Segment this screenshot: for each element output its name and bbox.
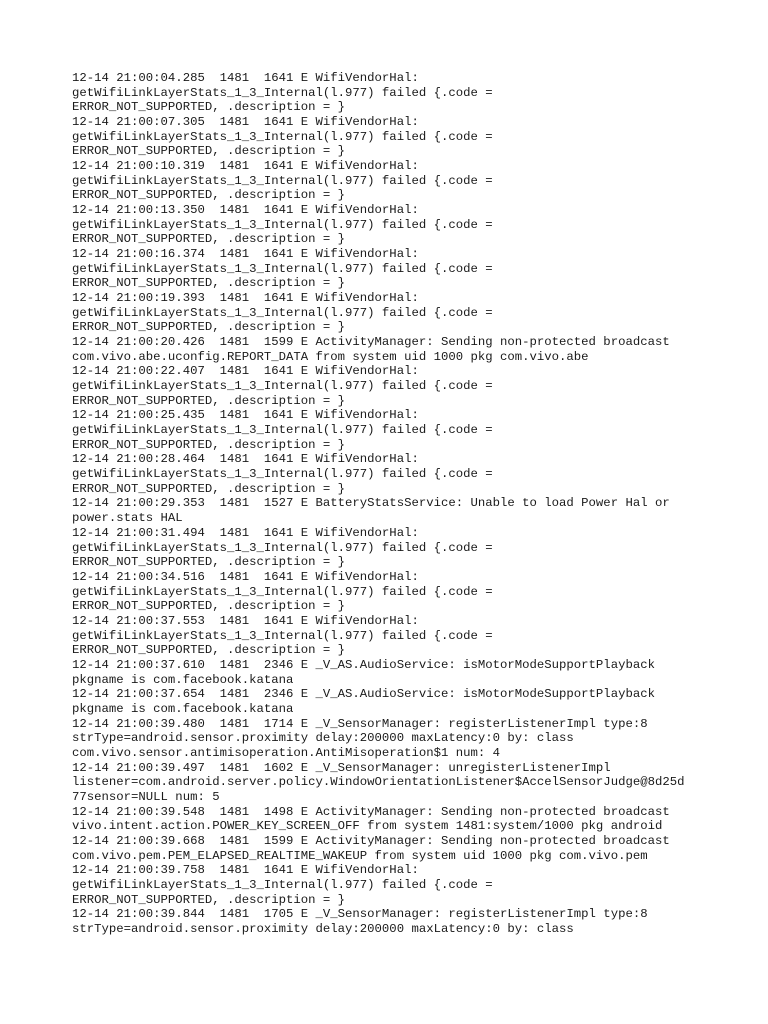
- log-line: getWifiLinkLayerStats_1_3_Internal(l.977) failed {.code =: [72, 85, 493, 100]
- log-line: 12-14 21:00:37.654 1481 2346 E _V_AS.AudioService: isMotorModeSupportPlayback: [72, 687, 655, 702]
- log-line: ERROR_NOT_SUPPORTED, .description = }: [72, 100, 346, 115]
- log-line: power.stats HAL: [72, 511, 183, 526]
- log-line: ERROR_NOT_SUPPORTED, .description = }: [72, 643, 346, 658]
- log-line: getWifiLinkLayerStats_1_3_Internal(l.977) failed {.code =: [72, 173, 493, 188]
- log-line: pkgname is com.facebook.katana: [72, 672, 294, 687]
- log-line: pkgname is com.facebook.katana: [72, 701, 294, 716]
- log-line: 12-14 21:00:20.426 1481 1599 E ActivityManager: Sending non-protected broadcast: [72, 335, 670, 350]
- log-line: ERROR_NOT_SUPPORTED, .description = }: [72, 481, 346, 496]
- log-line: 12-14 21:00:39.480 1481 1714 E _V_SensorManager: registerListenerImpl type:8: [72, 716, 648, 731]
- log-line: 12-14 21:00:39.548 1481 1498 E ActivityManager: Sending non-protected broadcast: [72, 804, 670, 819]
- log-line: 12-14 21:00:34.516 1481 1641 E WifiVendorHal:: [72, 569, 419, 584]
- log-line: ERROR_NOT_SUPPORTED, .description = }: [72, 320, 346, 335]
- log-line: vivo.intent.action.POWER_KEY_SCREEN_OFF from system 1481:system/1000 pkg android: [72, 819, 663, 834]
- log-line: 12-14 21:00:39.668 1481 1599 E ActivityManager: Sending non-protected broadcast: [72, 833, 670, 848]
- log-line: 77sensor=NULL num: 5: [72, 789, 220, 804]
- log-line: 12-14 21:00:39.497 1481 1602 E _V_SensorManager: unregisterListenerImpl: [72, 760, 611, 775]
- log-line: 12-14 21:00:13.350 1481 1641 E WifiVendorHal:: [72, 203, 419, 218]
- log-text-block: [72, 71, 712, 937]
- log-line: 12-14 21:00:16.374 1481 1641 E WifiVendorHal:: [72, 247, 419, 262]
- log-line: com.vivo.abe.uconfig.REPORT_DATA from system uid 1000 pkg com.vivo.abe: [72, 349, 589, 364]
- log-line: 12-14 21:00:39.844 1481 1705 E _V_SensorManager: registerListenerImpl type:8: [72, 907, 648, 922]
- log-line: getWifiLinkLayerStats_1_3_Internal(l.977) failed {.code =: [72, 540, 493, 555]
- log-line: ERROR_NOT_SUPPORTED, .description = }: [72, 276, 346, 291]
- log-line: ERROR_NOT_SUPPORTED, .description = }: [72, 188, 346, 203]
- log-line: 12-14 21:00:22.407 1481 1641 E WifiVendorHal:: [72, 364, 419, 379]
- log-line: com.vivo.sensor.antimisoperation.AntiMisoperation$1 num: 4: [72, 745, 501, 760]
- log-line: listener=com.android.server.policy.WindowOrientationListener$AccelSensorJudge@8d25d: [72, 775, 685, 790]
- log-line: getWifiLinkLayerStats_1_3_Internal(l.977) failed {.code =: [72, 423, 493, 438]
- log-line: ERROR_NOT_SUPPORTED, .description = }: [72, 892, 346, 907]
- log-line: ERROR_NOT_SUPPORTED, .description = }: [72, 393, 346, 408]
- log-line: getWifiLinkLayerStats_1_3_Internal(l.977) failed {.code =: [72, 628, 493, 643]
- log-line: 12-14 21:00:04.285 1481 1641 E WifiVendorHal:: [72, 71, 419, 85]
- log-line: getWifiLinkLayerStats_1_3_Internal(l.977) failed {.code =: [72, 129, 493, 144]
- log-line: getWifiLinkLayerStats_1_3_Internal(l.977) failed {.code =: [72, 261, 493, 276]
- log-line: getWifiLinkLayerStats_1_3_Internal(l.977) failed {.code =: [72, 305, 493, 320]
- log-line: strType=android.sensor.proximity delay:200000 maxLatency:0 by: class: [72, 921, 574, 936]
- log-line: 12-14 21:00:07.305 1481 1641 E WifiVendorHal:: [72, 115, 419, 130]
- log-line: ERROR_NOT_SUPPORTED, .description = }: [72, 437, 346, 452]
- log-line: 12-14 21:00:37.610 1481 2346 E _V_AS.AudioService: isMotorModeSupportPlayback: [72, 657, 655, 672]
- log-line: getWifiLinkLayerStats_1_3_Internal(l.977) failed {.code =: [72, 217, 493, 232]
- log-line: ERROR_NOT_SUPPORTED, .description = }: [72, 599, 346, 614]
- log-line: 12-14 21:00:39.758 1481 1641 E WifiVendorHal:: [72, 863, 419, 878]
- log-line: 12-14 21:00:37.553 1481 1641 E WifiVendorHal:: [72, 613, 419, 628]
- log-line: 12-14 21:00:29.353 1481 1527 E BatteryStatsService: Unable to load Power Hal or: [72, 496, 670, 511]
- log-line: com.vivo.pem.PEM_ELAPSED_REALTIME_WAKEUP from system uid 1000 pkg com.vivo.pem: [72, 848, 648, 863]
- log-line: 12-14 21:00:10.319 1481 1641 E WifiVendorHal:: [72, 159, 419, 174]
- log-line: getWifiLinkLayerStats_1_3_Internal(l.977) failed {.code =: [72, 877, 493, 892]
- log-line: 12-14 21:00:31.494 1481 1641 E WifiVendorHal:: [72, 525, 419, 540]
- log-line: ERROR_NOT_SUPPORTED, .description = }: [72, 232, 346, 247]
- log-line: ERROR_NOT_SUPPORTED, .description = }: [72, 144, 346, 159]
- log-line: 12-14 21:00:19.393 1481 1641 E WifiVendorHal:: [72, 291, 419, 306]
- log-line: strType=android.sensor.proximity delay:200000 maxLatency:0 by: class: [72, 731, 574, 746]
- log-line: 12-14 21:00:25.435 1481 1641 E WifiVendorHal:: [72, 408, 419, 423]
- log-line: 12-14 21:00:28.464 1481 1641 E WifiVendorHal:: [72, 452, 419, 467]
- log-line: getWifiLinkLayerStats_1_3_Internal(l.977) failed {.code =: [72, 584, 493, 599]
- log-line: getWifiLinkLayerStats_1_3_Internal(l.977) failed {.code =: [72, 379, 493, 394]
- log-line: ERROR_NOT_SUPPORTED, .description = }: [72, 555, 346, 570]
- log-line: getWifiLinkLayerStats_1_3_Internal(l.977) failed {.code =: [72, 467, 493, 482]
